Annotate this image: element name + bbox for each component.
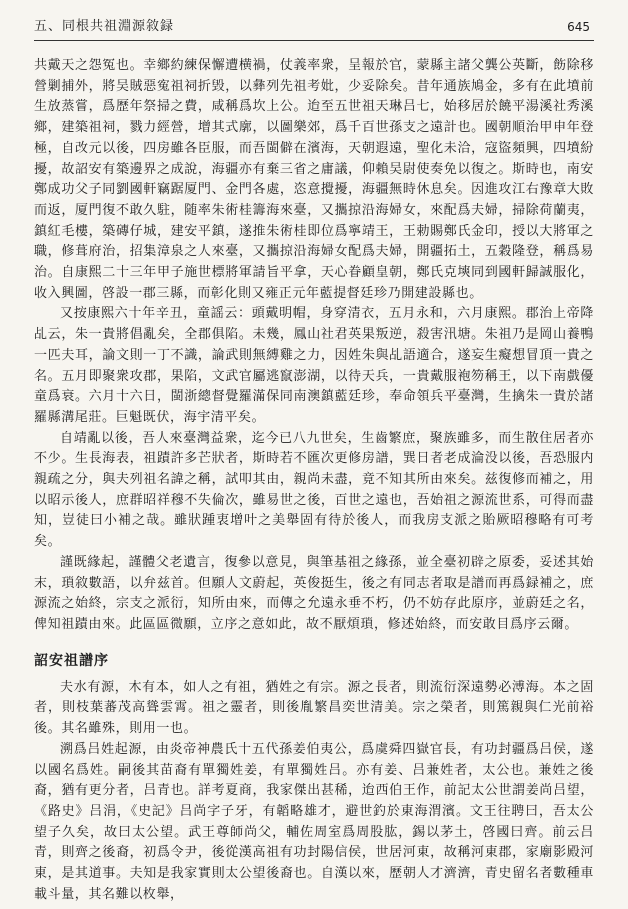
paragraph: 自靖亂以後，吾人來臺灣益衆，迄今已八九世矣，生齒繁庶，聚族雖多，而生散住居者亦不少。生長海表，祖蹟許多芒狀者，斯時若不匯次更修房譜，巽日者老成淪没以後，吾恐服内親疏之分，與夫列祖名諱之稱，試叩其由，親尚未盡，竟不知其所由來矣。兹復修而補之，用以昭示後人，庶群昭祥穆不失倫次，雖易世之後，百世之遠也，吾始祖之源流世系，可得而盡知，豈徒曰小補之哉。雖狀踵衷增叶之美舉固有待於後人，而我房支派之貽厥昭穆略有可考矣。 [34,430,594,550]
page-header [34,14,594,41]
body-text [34,56,594,901]
running-title: 五、同根共祖淵源敘録 [34,19,175,34]
page-number: 645 [567,20,590,34]
paragraph: 溯爲吕姓起源，由炎帝神農氏十五代孫姜伯夷公，爲虞舜四嶽官長，有功封疆爲吕侯，遂以國名爲姓。嗣後其苗裔有單獨姓姜，有單獨姓吕。亦有姜、吕兼姓者，太公也。兼姓之後裔，猶有更分者，吕青也。詳考夏商，我家傑出甚稀，迨西伯王作，前記太公世謂姜尚吕望，《路史》吕涓，《史記》吕尚字子牙，有韜略雄才，避世釣於東海渭濱。文王往聘曰，吾太公望子久矣，故曰太公望。武王尊師尚父，輔佐周室爲周股肱，錫以茅土，啓國曰齊。前云吕青，則齊之後裔，初爲令尹，後從漢高祖有功封陽信侯，世居河東，故稱河東郡，家廟影殿河東，是其道事。夫知是我家實則太公望後裔也。自漢以來，歷朝人才濟濟，青史留名者數種車載斗量，其名難以枚舉， [34,741,594,901]
paragraph: 共戴天之怨冤也。幸鄉約練保懈遭横禍，仗義率衆，呈報於官，蒙縣主諸父龔公英斷，飭除移營剿捕外，將吴賊惡寃祖祠折毁，以彝列先祖考妣，少妥除矣。昔年通族鳩金，多有在此墳前生放蒸嘗，爲歷年祭掃之費，咸稱爲坎上公。迨至五世祖天琳吕七，始移居於饒平湯溪社秀溪鄉，建築祖祠，戮力經營，增其式廓，以圖樂郊，爲千百世孫支之遠計也。國朝順治甲申年登極，自改元以後，四房雖各臣服，而吾閩僻在濱海，天朝遐遠，聖化未洽，寇盜頻興，四墳紛擾，故詔安有築邊界之成說，海疆亦有棄三省之庸議，仰賴吴尉使奏免以復之。斯時也，南安鄭成功父子同劉國軒竊踞厦門、金門各處，恣意攪擾，海疆無時休息矣。因進攻江右豫章大敗而返，厦門復不敢久駐，随率朱術桂籌海來臺，又攜掠沿海婦女，來配爲夫婦，掃除荷蘭夷，鎮紅毛樓，築磚仔城，建安平鎮，遂推朱術桂即位爲寧靖王，王勅賜鄭氏金印，授以大將軍之職，修葺府治，招集漳泉之人來臺，又攜掠沿海婦女配爲夫婦，開疆拓土，五穀隆登，稱爲易治。自康熙二十三年甲子施世標將軍請旨平拿，天心眷顧皇朝，鄭氏克塽同到國軒歸誠服化，收入興圖，啓設一郡三縣，而彰化則又雍正元年藍提督廷珍乃開建設縣也。 [34,58,594,301]
paragraph: 謹既緣起，謹體父老遺言，復參以意見，與筆基祖之緣孫，並全臺初辟之原委，妥述其始末，瑣敘數語，以弁兹首。但願人文蔚起，英俊挺生，後之有同志者取是譜而再爲録補之，庶源流之始終，宗支之派衍，知所由來，而傳之允遠永垂不朽，仍不妨存此原序，並蔚廷之名，俾知祖蹟由來。此區區微願，立序之意如此，故不厭煩瑣，修述始終，而安敢目爲序云爾。 [34,554,594,632]
paragraph: 夫水有源，木有本，如人之有祖，猶姓之有宗。源之長者，則流衍深遠勢必溥海。本之固者，則枝葉蕃茂高聳雲霄。祖之靈者，則後胤繁昌奕世清美。宗之榮者，則篤親與仁光前裕後。其名雖殊，則用一也。 [34,679,594,737]
paragraph: 又按康熙六十年辛丑，童謡云：頭戴明帽，身穿清衣，五月永和，六月康熙。郡治上帝降乩云，朱一貴將倡亂矣，全郡俱陷。未幾，鳳山社君英果叛逆，殺害汛塘。朱祖乃是岡山養鴨一匹夫耳，論文則一丁不識，論武則無縛雞之力，因姓朱與乩語適合，遂妄生癡想冒頂一貴之名。五月即聚衆攻郡，果陷，文武官屬逃竄澎湖，以待天兵，一貴戴服袍笏稱王，以下南戲優童爲衰。六月十六日，閩浙總督覺羅滿保同南澳鎮藍廷珍，奉命領兵平臺灣，生擒朱一貴於諸羅縣溝尾莊。巨魁既伏，海宇清平矣。 [34,306,594,425]
section-title: 詔安祖譜序 [34,652,109,669]
